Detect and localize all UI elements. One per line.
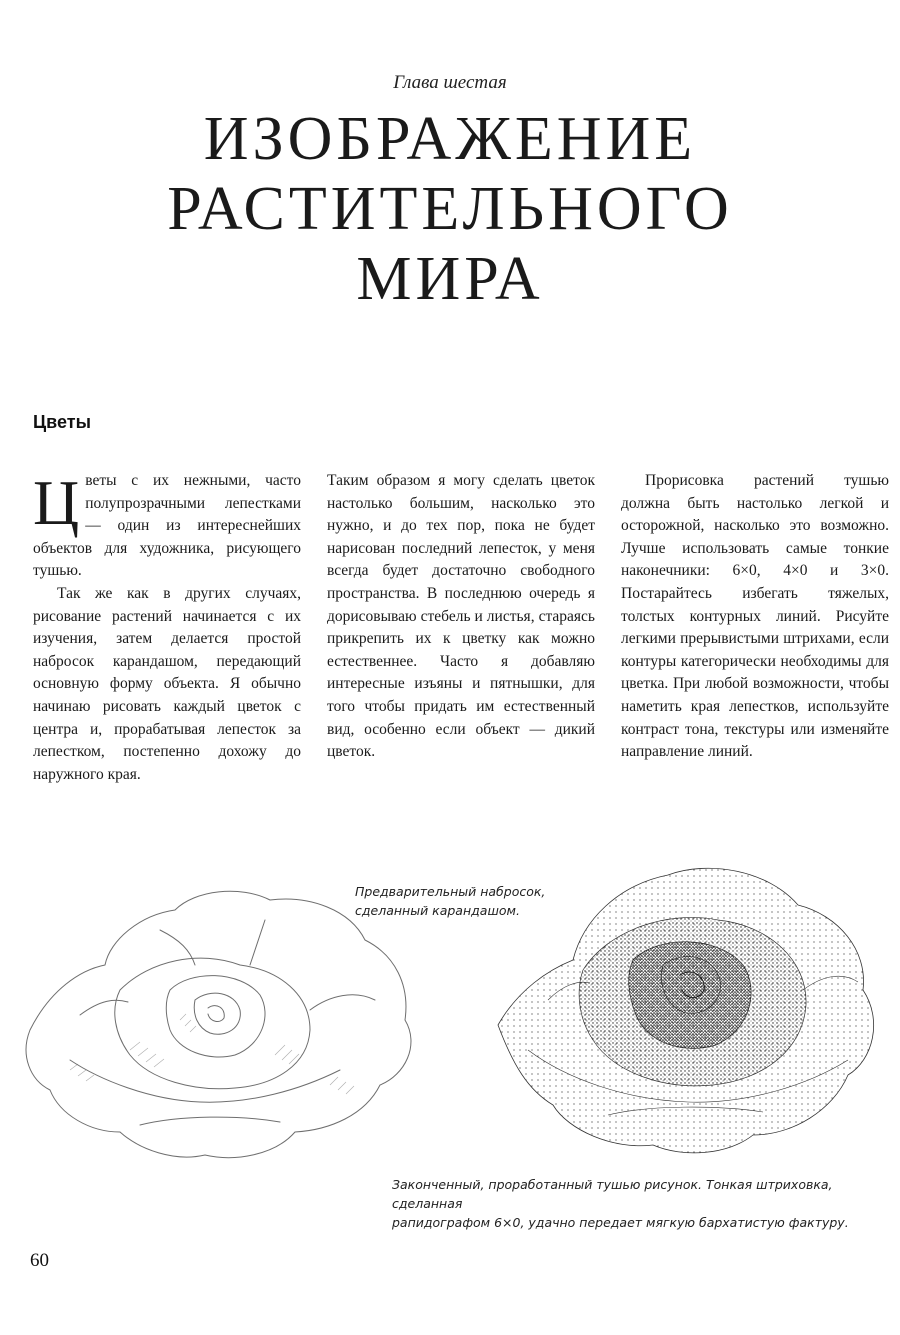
page-number: 60 — [30, 1250, 49, 1271]
chapter-title-line-1: ИЗОБРАЖЕНИЕ — [203, 105, 697, 173]
final-caption-line-2: рапидографом 6×0, удачно передает мягкую бархатистую фактуру. — [392, 1215, 849, 1230]
text-column-3 — [621, 470, 889, 764]
chapter-title-line-2: РАСТИТЕЛЬНОГО — [167, 175, 733, 243]
chapter-kicker: Глава шестая — [393, 72, 507, 93]
sketch-caption-line-2: сделанный карандашом. — [355, 903, 520, 918]
section-heading: Цветы — [33, 412, 91, 432]
final-drawing-caption — [392, 1175, 900, 1232]
text-column-1 — [33, 467, 301, 786]
sketch-caption-line-1: Предварительный набросок, — [355, 884, 546, 899]
drop-cap: Ц — [33, 467, 80, 538]
column-1-paragraph-2: Так же как в других случаях, рисование растений начинается с их изучения, затем делается простой набросок карандашом, передающий основную форму объекта. Я обычно начинаю рисовать каждый цветок с центра и, прорабатывая лепесток за лепестком, постепенно дохожу до наружного края. — [33, 584, 301, 783]
chapter-title-line-3: МИРА — [356, 245, 544, 313]
rose-ink-stipple — [488, 850, 888, 1170]
chapter-title — [0, 104, 900, 314]
column-3-paragraph-1: Прорисовка растений тушью должна быть настолько легкой и осторожной, насколько это возможно. Лучше использовать самые тонкие наконечники: 6×0, 4×0 и 3×0. Постарайтесь избегать тяжелых, толстых контурных линий. Рисуйте легкими прерывистыми штрихами, если контуры категорически необходимы для цветка. При любой возможности, чтобы наметить края лепестков, используйте контраст тона, текстуры или изменяйте направление линий. — [621, 472, 889, 761]
text-column-2 — [327, 470, 595, 764]
column-2-paragraph-1: Таким образом я могу сделать цветок настолько большим, насколько это нужно, и до тех пор, пока не будет нарисован последний лепесток, у меня всегда будет достаточно свободного пространства. В последнюю очередь я дорисовываю стебель и листья, стараясь прикрепить их к цветку как можно естественнее. Часто я добавляю интересные изъяны и пятнышки, для того чтобы придать им естественный вид, особенно если объект — дикий цветок. — [327, 472, 595, 761]
column-1-paragraph-1 — [33, 467, 301, 583]
column-1-paragraph-1-text: веты с их нежными, часто полупрозрачными лепестками — один из интереснейших объектов для художника, рисующего тушью. — [33, 472, 301, 580]
final-caption-line-1: Законченный, проработанный тушью рисунок. Тонкая штриховка, сделанная — [392, 1177, 833, 1211]
